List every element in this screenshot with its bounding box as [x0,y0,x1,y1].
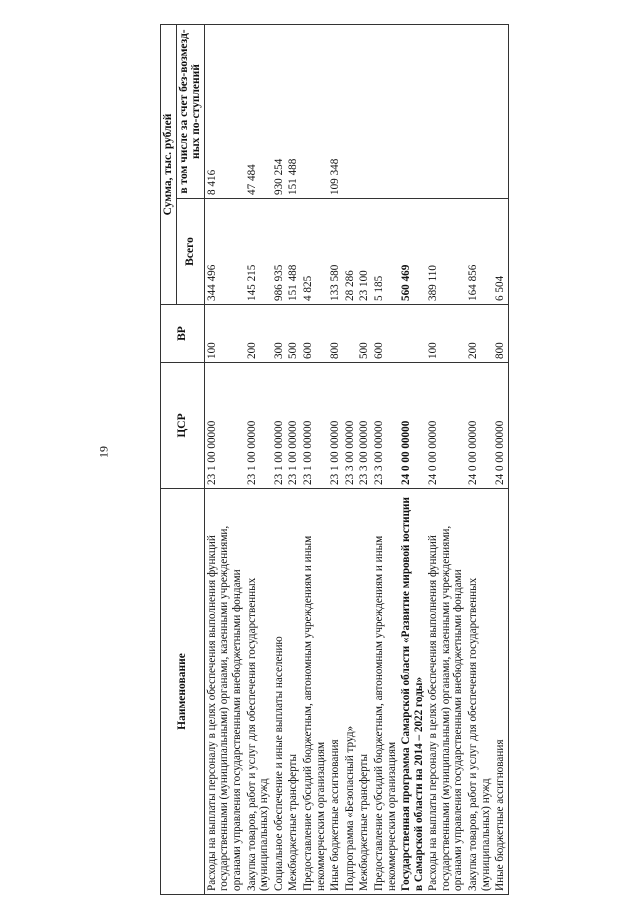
cell-total: 151 488 [286,199,301,305]
table-row [272,25,287,895]
cell-csr: 23 3 00 00000 [372,363,399,489]
cell-part [372,25,399,199]
cell-csr: 23 3 00 00000 [357,363,372,489]
table-row [343,25,358,895]
cell-csr: 24 0 00 00000 [426,363,466,489]
cell-total: 145 215 [245,199,272,305]
cell-vr [399,305,426,363]
cell-csr: 24 0 00 00000 [399,363,426,489]
cell-name: Расходы на выплаты персоналу в целях обеспечения выполнения функций государственными (муниципальными) органами, казенными учреждениями, органами управления государственными внебюджетными фондами [204,489,244,895]
cell-vr: 600 [372,305,399,363]
header-name: Наименование [161,489,205,895]
cell-part: 151 488 [286,25,301,199]
table-row [493,25,508,895]
cell-name: Предоставление субсидий бюджетным, автономным учреждениям и иным некоммерческим организациям [372,489,399,895]
cell-vr: 800 [493,305,508,363]
cell-part [493,25,508,199]
table-row [301,25,328,895]
table-row [357,25,372,895]
table-row [204,25,244,895]
table-row [426,25,466,895]
cell-vr: 200 [466,305,493,363]
table-row [466,25,493,895]
cell-name: Межбюджетные трансферты [357,489,372,895]
table-row [372,25,399,895]
cell-name: Иные бюджетные ассигнования [328,489,343,895]
cell-vr: 800 [328,305,343,363]
cell-total: 133 580 [328,199,343,305]
header-part: в том числе за счет без-возмезд-ных по-ступлений [176,25,204,199]
cell-name: Предоставление субсидий бюджетным, автономным учреждениям и иным некоммерческим организациям [301,489,328,895]
cell-total: 23 100 [357,199,372,305]
cell-part [426,25,466,199]
cell-total: 5 185 [372,199,399,305]
cell-name: Иные бюджетные ассигнования [493,489,508,895]
cell-vr [343,305,358,363]
cell-csr: 23 1 00 00000 [286,363,301,489]
header-total: Всего [176,199,204,305]
cell-part: 8 416 [204,25,244,199]
cell-csr: 23 1 00 00000 [301,363,328,489]
cell-total: 560 469 [399,199,426,305]
cell-csr: 23 3 00 00000 [343,363,358,489]
cell-name: Социальное обеспечение и иные выплаты населению [272,489,287,895]
table-body [204,25,508,895]
cell-csr: 23 1 00 00000 [245,363,272,489]
table-header [161,25,205,895]
page-number: 19 [96,446,111,458]
cell-vr: 300 [272,305,287,363]
cell-part: 930 254 [272,25,287,199]
cell-total: 344 496 [204,199,244,305]
cell-name: Государственная программа Самарской области «Развитие мировой юстиции в Самарской области на 2014 – 2022 годы» [399,489,426,895]
cell-total: 389 110 [426,199,466,305]
rotated-table-container [160,25,620,895]
cell-part [466,25,493,199]
cell-part [301,25,328,199]
cell-total: 6 504 [493,199,508,305]
header-vr: ВР [161,305,205,363]
cell-total: 164 856 [466,199,493,305]
cell-total: 28 286 [343,199,358,305]
table-row [399,25,426,895]
cell-part: 47 484 [245,25,272,199]
cell-total: 4 825 [301,199,328,305]
cell-vr: 100 [426,305,466,363]
cell-csr: 23 1 00 00000 [204,363,244,489]
cell-part [357,25,372,199]
table-row [328,25,343,895]
header-csr: ЦСР [161,363,205,489]
cell-part [399,25,426,199]
cell-part [343,25,358,199]
cell-name: Закупка товаров, работ и услуг для обеспечения государственных (муниципальных) нужд [466,489,493,895]
table-row [286,25,301,895]
cell-vr: 600 [301,305,328,363]
table-row [245,25,272,895]
header-sum-group: Сумма, тыс. рублей [161,25,177,305]
cell-name: Подпрограмма «Безопасный труд» [343,489,358,895]
cell-name: Межбюджетные трансферты [286,489,301,895]
cell-name: Закупка товаров, работ и услуг для обеспечения государственных (муниципальных) нужд [245,489,272,895]
budget-table [160,24,509,895]
cell-csr: 24 0 00 00000 [493,363,508,489]
cell-vr: 500 [357,305,372,363]
cell-name: Расходы на выплаты персоналу в целях обеспечения выполнения функций государственными (муниципальными) органами, казенными учреждениями, органами управления государственными внебюджетными фондами [426,489,466,895]
cell-csr: 24 0 00 00000 [466,363,493,489]
cell-part: 109 348 [328,25,343,199]
cell-total: 986 935 [272,199,287,305]
cell-vr: 500 [286,305,301,363]
cell-csr: 23 1 00 00000 [328,363,343,489]
cell-csr: 23 1 00 00000 [272,363,287,489]
cell-vr: 200 [245,305,272,363]
cell-vr: 100 [204,305,244,363]
